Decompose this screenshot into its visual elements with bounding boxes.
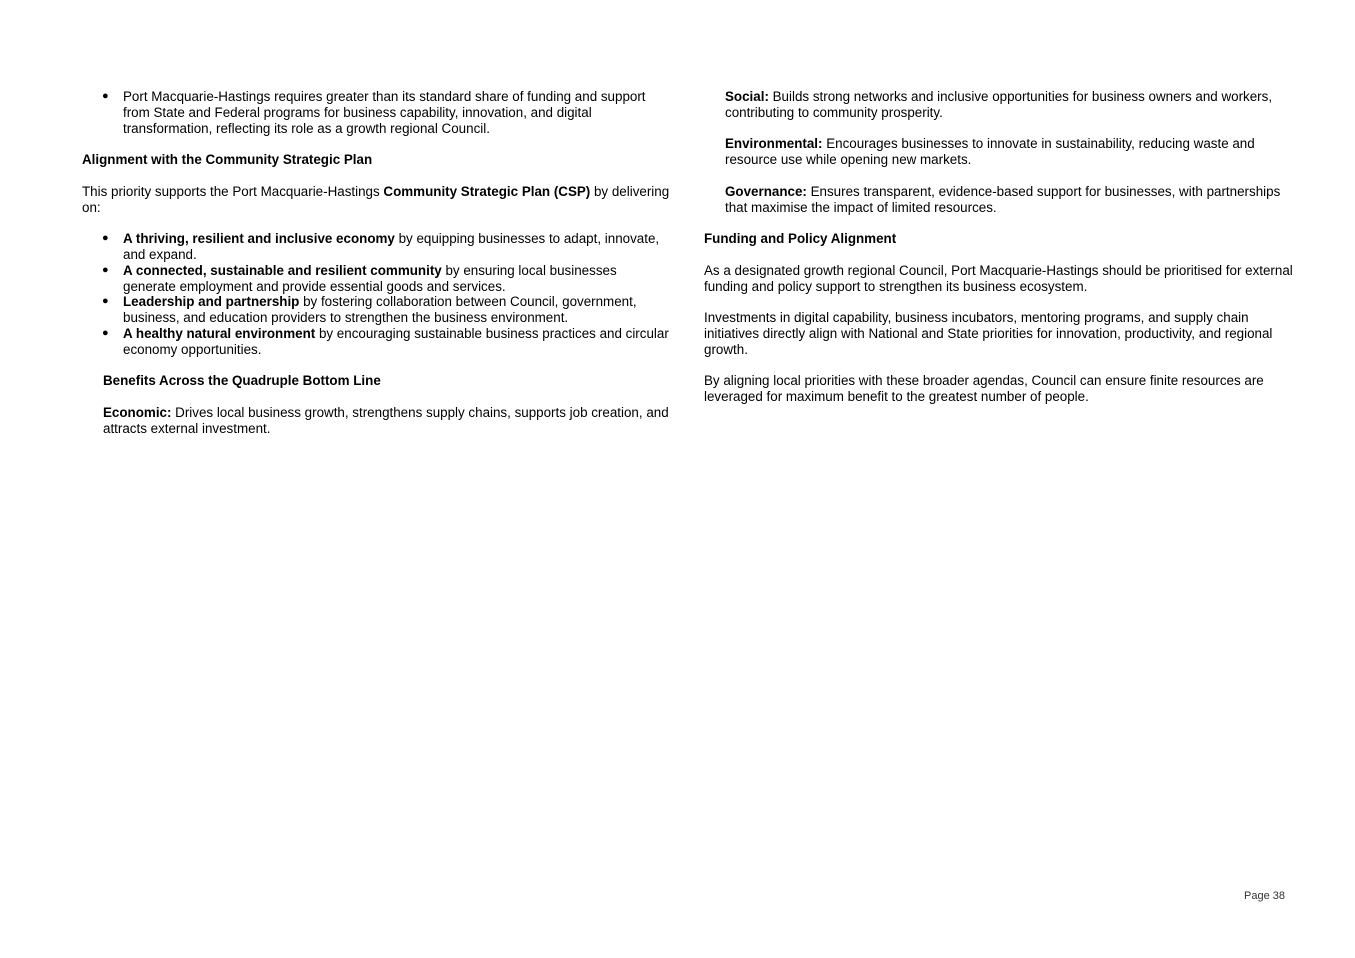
- governance-paragraph: [704, 184, 1304, 216]
- funding-paragraph: Investments in digital capability, business incubators, mentoring programs, and supply chain initiatives directly align with National and State priorities for innovation, productivity, and regional growth.: [704, 310, 1273, 357]
- bullet-text: by ensuring local businesses generate employment and provide essential goods and services.: [123, 262, 617, 294]
- bullet-text: Port Macquarie-Hastings requires greater than its standard share of funding and support from State and Federal programs for business capability, innovation, and digital transformation, reflecting its role as a growth regional Council.: [123, 89, 646, 136]
- social-text: Builds strong networks and inclusive opportunities for business owners and workers, contributing to community prosperity.: [725, 89, 1273, 120]
- csp-intro-bold: Community Strategic Plan (CSP): [383, 183, 591, 199]
- economic-text: Drives local business growth, strengthens supply chains, supports job creation, and attracts external investment.: [103, 404, 669, 436]
- list-item: [82, 231, 672, 263]
- left-column: [82, 89, 672, 452]
- list-item: [82, 263, 672, 295]
- social-label: Social:: [725, 89, 769, 104]
- governance-label: Governance:: [725, 183, 807, 199]
- bullet-icon: ●: [102, 90, 109, 102]
- economic-paragraph: [82, 405, 672, 437]
- governance-text: Ensures transparent, evidence-based support for businesses, with partnerships that maximise the impact of limited resources.: [725, 183, 1281, 215]
- csp-intro-text-end: by delivering on:: [82, 183, 670, 215]
- bullet-icon: ●: [102, 263, 109, 276]
- funding-paragraph: As a designated growth regional Council, Port Macquarie-Hastings should be prioritised for external funding and policy support to strengthen its business ecosystem.: [704, 262, 1293, 294]
- page-number: Page 38: [1244, 890, 1285, 902]
- environmental-label: Environmental:: [725, 136, 823, 152]
- social-paragraph: [704, 89, 1304, 121]
- bullet-icon: ●: [102, 295, 109, 308]
- list-item: [82, 89, 672, 136]
- funding-paragraph: By aligning local priorities with these broader agendas, Council can ensure finite resources are leveraged for maximum benefit to the greatest number of people.: [704, 373, 1264, 405]
- bullet-icon: ●: [102, 326, 109, 339]
- csp-intro-text: This priority supports the Port Macquarie-Hastings: [82, 183, 384, 199]
- economic-label: Economic:: [103, 404, 172, 420]
- bullet-bold-text: A connected, sustainable and resilient community: [123, 262, 442, 278]
- bullet-icon: ●: [102, 232, 109, 245]
- environmental-text: Encourages businesses to innovate in sustainability, reducing waste and resource use while opening new markets.: [725, 136, 1255, 168]
- csp-intro-paragraph: [82, 184, 672, 216]
- bullet-bold-text: A healthy natural environment: [123, 325, 316, 341]
- bullet-text: by fostering collaboration between Council, government, business, and education providers to strengthen the business environment.: [123, 294, 637, 326]
- right-column: [704, 89, 1304, 421]
- environmental-paragraph: [704, 136, 1304, 168]
- bullet-text: by encouraging sustainable business practices and circular economy opportunities.: [123, 325, 669, 357]
- section-heading-csp: Alignment with the Community Strategic Plan: [82, 152, 373, 168]
- bullet-bold-text: A thriving, resilient and inclusive economy: [123, 231, 395, 247]
- section-heading-benefits: Benefits Across the Quadruple Bottom Line: [103, 373, 381, 389]
- section-heading-funding: Funding and Policy Alignment: [704, 231, 897, 247]
- list-item: [82, 294, 672, 326]
- bullet-text: by equipping businesses to adapt, innovate, and expand.: [123, 231, 660, 262]
- intro-bullet-list: [82, 89, 672, 136]
- bullet-bold-text: Leadership and partnership: [123, 294, 300, 310]
- list-item: [82, 326, 672, 358]
- csp-bullet-list: [82, 231, 672, 357]
